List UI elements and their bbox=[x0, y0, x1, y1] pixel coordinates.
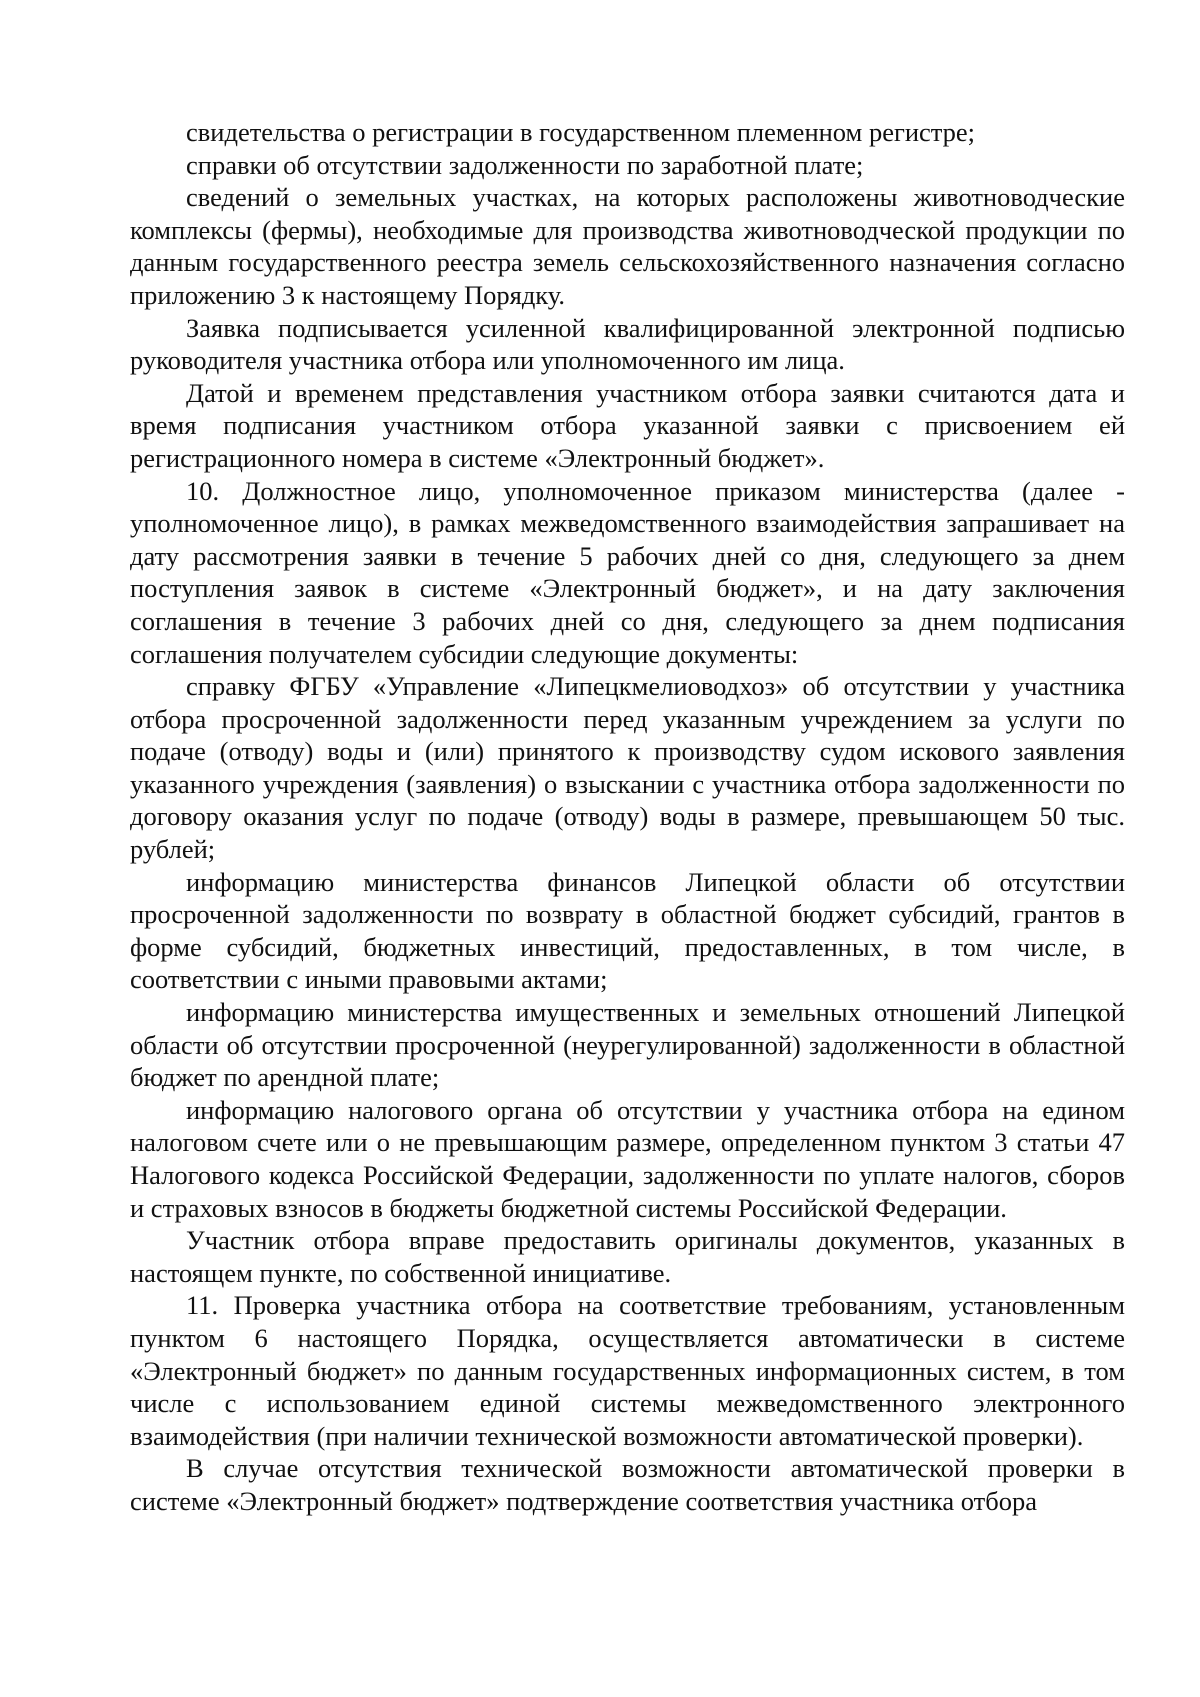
paragraph-5: Датой и временем представления участником отбора заявки считаются дата и время подписания участником отбора указанной заявки с присвоением ей регистрационного номера в системе «Электронный бюджет». bbox=[130, 377, 1125, 473]
paragraph-12: 11. Проверка участника отбора на соответствие требованиям, установленным пунктом 6 настоящего Порядка, осуществляется автоматически в системе «Электронный бюджет» по данным государственных информационных систем, в том числе с использованием единой системы межведомственного электронного взаимодействия (при наличии технической возможности автоматической проверки). bbox=[130, 1290, 1125, 1451]
paragraph-6: 10. Должностное лицо, уполномоченное приказом министерства (далее - уполномоченное лицо), в рамках межведомственного взаимодействия запрашивает на дату рассмотрения заявки в течение 5 рабочих дней со дня, следующего за днем поступления заявок в системе «Электронный бюджет», и на дату заключения соглашения в течение 3 рабочих дней со дня, следующего за днем подписания соглашения получателем субсидии следующие документы: bbox=[130, 475, 1125, 669]
paragraph-8: информацию министерства финансов Липецкой области об отсутствии просроченной задолженности по возврату в областной бюджет субсидий, грантов в форме субсидий, бюджетных инвестиций, предоставленных, в том числе, в соответствии с иными правовыми актами; bbox=[130, 866, 1125, 995]
paragraph-7: справку ФГБУ «Управление «Липецкмелиоводхоз» об отсутствии у участника отбора просроченной задолженности перед указанным учреждением за услуги по подаче (отводу) воды и (или) принятого к производству судом искового заявления указанного учреждения (заявления) о взыскании с участника отбора задолженности по договору оказания услуг по подаче (отводу) воды в размере, превышающем 50 тыс. рублей; bbox=[130, 671, 1125, 865]
paragraph-1: свидетельства о регистрации в государственном племенном регистре; bbox=[186, 117, 976, 147]
paragraph-13: В случае отсутствия технической возможности автоматической проверки в системе «Электронный бюджет» подтверждение соответствия участника отбора bbox=[130, 1453, 1125, 1516]
paragraph-4: Заявка подписывается усиленной квалифицированной электронной подписью руководителя участника отбора или уполномоченного им лица. bbox=[130, 312, 1125, 376]
paragraph-2: справки об отсутствии задолженности по заработной плате; bbox=[186, 149, 864, 180]
document-page bbox=[130, 116, 1125, 1518]
paragraph-3: сведений о земельных участках, на которых расположены животноводческие комплексы (фермы), необходимые для производства животноводческой продукции по данным государственного реестра земель сельскохозяйственного назначения согласно приложению 3 к настоящему Порядку. bbox=[130, 182, 1125, 310]
paragraph-10: информацию налогового органа об отсутствии у участника отбора на едином налоговом счете или о не превышающим размере, определенном пунктом 3 статьи 47 Налогового кодекса Российской Федерации, задолженности по уплате налогов, сборов и страховых взносов в бюджеты бюджетной системы Российской Федерации. bbox=[130, 1094, 1125, 1223]
paragraph-11: Участник отбора вправе предоставить оригиналы документов, указанных в настоящем пункте, по собственной инициативе. bbox=[130, 1225, 1125, 1288]
paragraph-9: информацию министерства имущественных и земельных отношений Липецкой области об отсутствии просроченной (неурегулированной) задолженности в областной бюджет по арендной плате; bbox=[130, 997, 1125, 1093]
